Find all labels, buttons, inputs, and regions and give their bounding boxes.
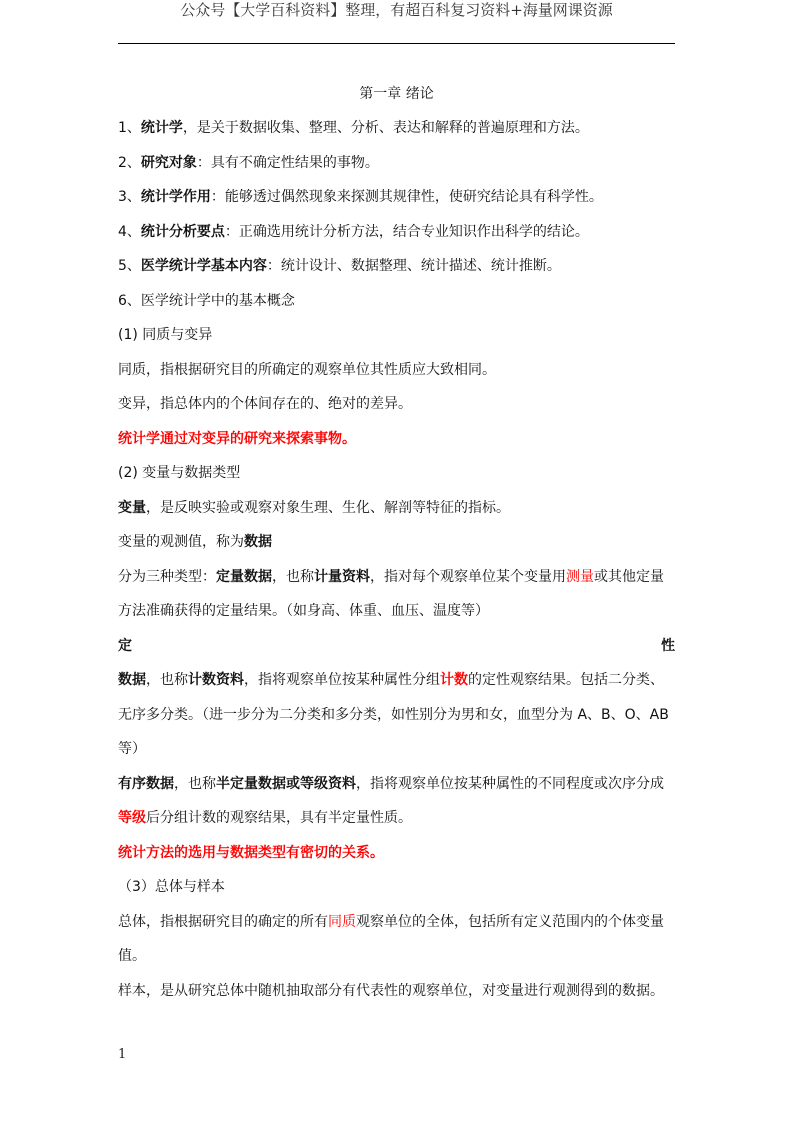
ordinal-level: 等级 — [118, 810, 146, 826]
item-5-number: 5、 — [118, 258, 141, 274]
variable-term: 变量 — [118, 499, 146, 516]
variable-text: ，是反映实验或观察对象生理、生化、解剖等特征的指标。 — [146, 499, 510, 516]
qualitative-line-3: 等） — [118, 741, 146, 757]
document-body — [118, 84, 675, 1015]
item-4-text: ：正确选用统计分析方法，结合专业知识作出科学的结论。 — [224, 223, 589, 240]
qualitative-char-2: 性 — [661, 637, 675, 654]
data-type-note: 统计方法的选用与数据类型有密切的关系。 — [118, 844, 384, 861]
qualitative-term: 数据 — [118, 672, 146, 688]
population-line-2: 值。 — [118, 948, 146, 964]
qualitative-line-2: 无序多分类。（进一步分为二分类和多分类，如性别分为男和女，血型分为 A、B、O、AB — [118, 706, 669, 723]
page-header-text: 公众号【大学百科资料】整理，有超百科复习资料+海量网课资源 — [180, 1, 613, 19]
quantitative-def-b: 或其他定量 — [594, 568, 664, 585]
item-1 — [118, 118, 675, 138]
sample-definition: 样本，是从研究总体中随机抽取部分有代表性的观察单位，对变量进行观测得到的数据。 — [118, 982, 664, 999]
population-line-1 — [118, 912, 675, 932]
item-3 — [118, 187, 675, 207]
observed-term: 数据 — [244, 534, 272, 550]
quantitative-line-1 — [118, 567, 675, 587]
item-2-number: 2、 — [118, 154, 141, 171]
quantitative-mid: ，也称 — [272, 568, 314, 585]
ordinal-rest: 后分组计数的观察结果，具有半定量性质。 — [146, 810, 412, 826]
header-divider — [118, 43, 675, 44]
quantitative-measure: 测量 — [566, 568, 594, 585]
ordinal-term: 有序数据 — [118, 775, 174, 792]
variation-note: 统计学通过对变异的研究来探索事物。 — [118, 430, 356, 447]
quantitative-alias: 计量资料 — [314, 568, 370, 585]
qualitative-def-b: 的定性观察结果。包括二分类、 — [468, 672, 664, 688]
quantitative-def-a: ，指对每个观察单位某个变量用 — [370, 568, 566, 585]
section-3-heading: （3）总体与样本 — [118, 879, 225, 895]
item-1-text: ，是关于数据收集、整理、分析、表达和解释的普遍原理和方法。 — [182, 120, 589, 136]
quantitative-line-2: 方法准确获得的定量结果。（如身高、体重、血压、温度等） — [118, 603, 489, 619]
types-prefix: 分为三种类型： — [118, 568, 216, 585]
item-5-text: ：统计设计、数据整理、统计描述、统计推断。 — [266, 258, 561, 274]
item-1-term: 统计学 — [140, 120, 183, 136]
qualitative-mid: ，也称 — [146, 672, 188, 688]
item-2 — [118, 153, 675, 173]
item-2-term: 研究对象 — [140, 154, 197, 171]
homogeneity-definition: 同质，指根据研究目的所确定的观察单位其性质应大致相同。 — [118, 361, 496, 378]
ordinal-mid: ，也称 — [174, 775, 216, 792]
ordinal-line-1 — [118, 774, 675, 794]
observed-text: 变量的观测值，称为 — [118, 534, 244, 550]
population-homogeneous: 同质 — [328, 913, 356, 930]
observed-value-line — [118, 532, 675, 552]
ordinal-def: ，指将观察单位按某种属性的不同程度或次序分成 — [356, 775, 664, 792]
population-text-a: 总体，指根据研究目的确定的所有 — [118, 913, 328, 930]
item-5 — [118, 256, 675, 276]
variable-definition — [118, 498, 675, 518]
qualitative-heading-row — [118, 636, 675, 656]
qualitative-line-1 — [118, 670, 675, 690]
variation-definition: 变异，指总体内的个体间存在的、绝对的差异。 — [118, 396, 412, 412]
item-1-number: 1、 — [118, 120, 141, 136]
qualitative-def-a: ，指将观察单位按某种属性分组 — [244, 672, 440, 688]
ordinal-alias: 半定量数据或等级资料 — [216, 775, 356, 792]
item-3-text: ：能够透过偶然现象来探测其规律性，使研究结论具有科学性。 — [210, 189, 603, 205]
item-3-term: 统计学作用 — [140, 189, 211, 205]
item-6: 6、医学统计学中的基本概念 — [118, 292, 295, 309]
item-4-number: 4、 — [118, 223, 141, 240]
qualitative-char-1: 定 — [118, 637, 132, 654]
item-3-number: 3、 — [118, 189, 141, 205]
page-number: 1 — [118, 1047, 127, 1062]
item-2-text: ：具有不确定性结果的事物。 — [196, 154, 379, 171]
section-2-heading: (2) 变量与数据类型 — [118, 465, 241, 481]
qualitative-alias: 计数资料 — [188, 672, 244, 688]
item-4 — [118, 222, 675, 242]
population-text-b: 观察单位的全体，包括所有定义范围内的个体变量 — [356, 913, 664, 930]
item-5-term: 医学统计学基本内容 — [140, 258, 267, 274]
item-4-term: 统计分析要点 — [140, 223, 225, 240]
ordinal-line-2 — [118, 808, 675, 828]
section-1-heading: (1) 同质与变异 — [118, 327, 213, 343]
chapter-title: 第一章 绪论 — [359, 86, 434, 102]
qualitative-count: 计数 — [440, 672, 468, 688]
quantitative-term: 定量数据 — [216, 568, 272, 585]
